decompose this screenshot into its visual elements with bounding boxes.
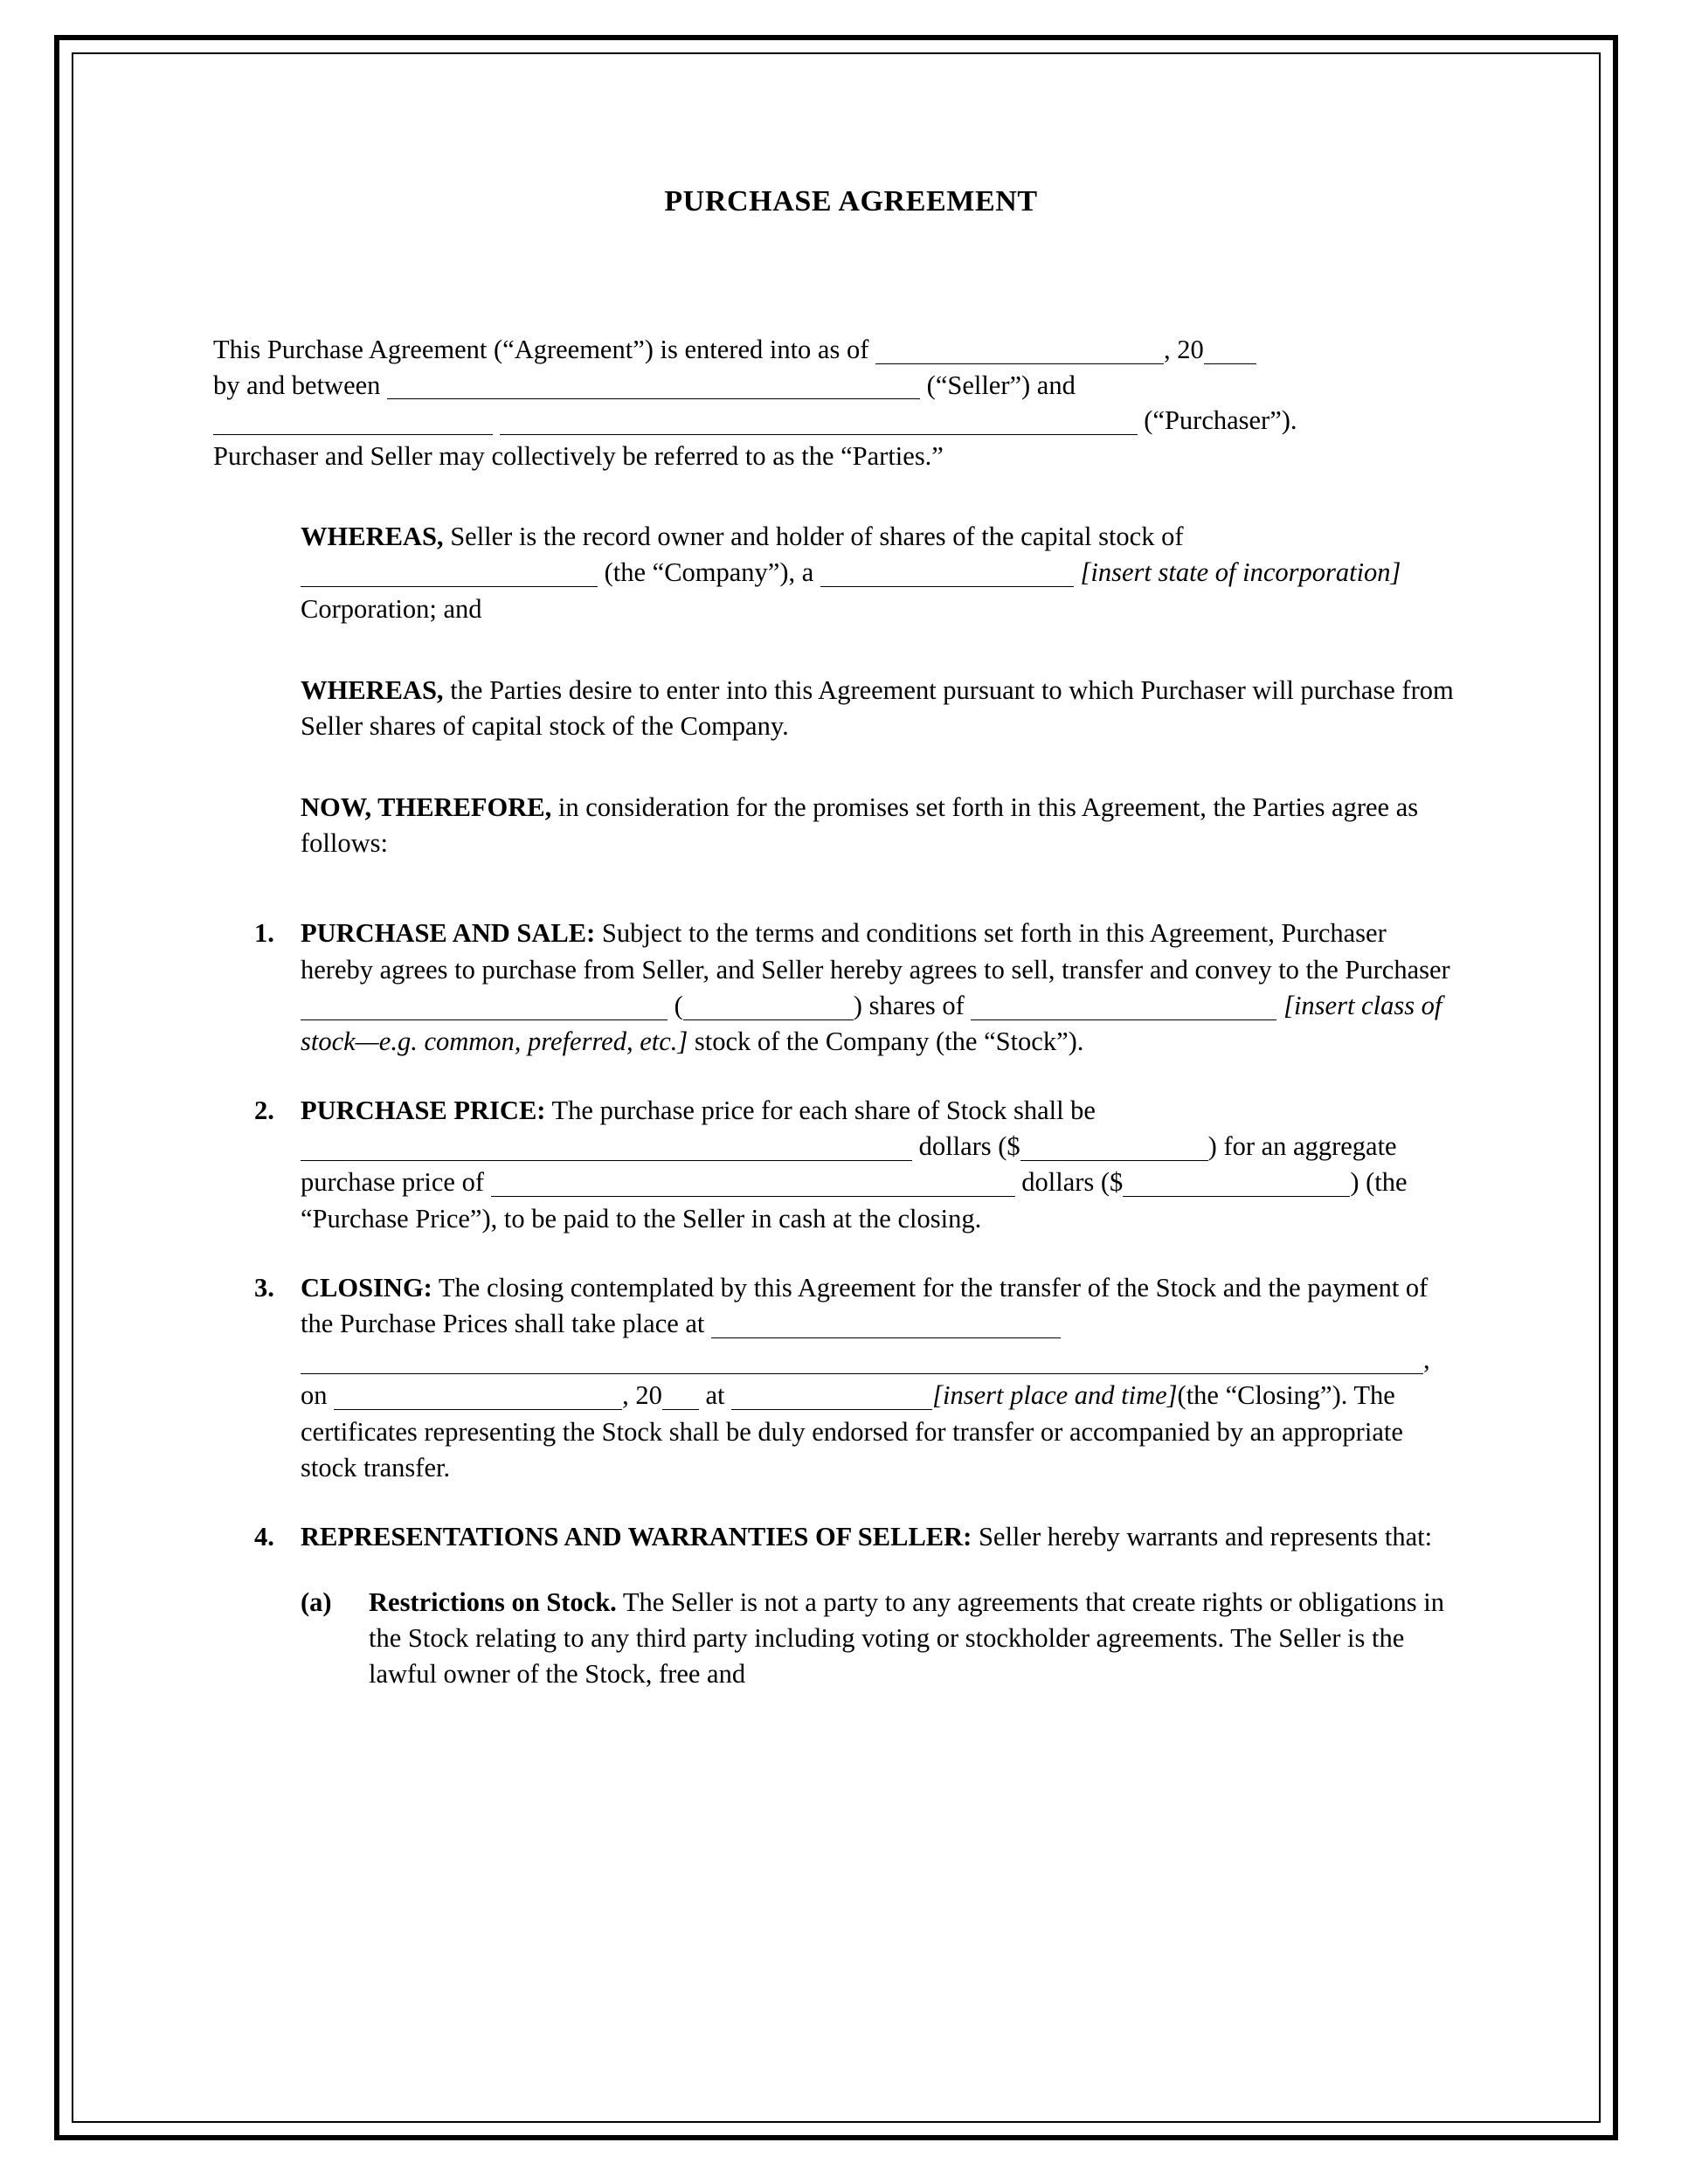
clause-2-heading: PURCHASE PRICE: bbox=[301, 1095, 546, 1126]
recital-3-text: in consideration for the promises set forth in this Agreement, the Parties agree as follows: bbox=[301, 792, 1419, 859]
company-name-blank bbox=[301, 558, 598, 587]
clause-1-heading: PURCHASE AND SALE: bbox=[301, 918, 596, 949]
recital-1-text-c: Corporation; and bbox=[301, 593, 482, 624]
recital-2 bbox=[213, 673, 1463, 744]
recital-3-lead: NOW, THEREFORE, bbox=[301, 792, 552, 823]
closing-date-blank bbox=[334, 1381, 622, 1410]
date-blank bbox=[875, 335, 1164, 364]
clause-3-text-e: (the “Closing”). The certificates representing the Stock shall be duly endorsed for transfer or accompanied by an appropriate stock transfer. bbox=[301, 1380, 1403, 1482]
clause-4-heading: REPRESENTATIONS AND WARRANTIES OF SELLER: bbox=[301, 1521, 972, 1552]
clause-1-text-a: Subject to the terms and conditions set forth in this Agreement, Purchaser hereby agrees to purchase from Seller, and Seller hereby agrees to sell, transfer and convey to the Purchaser bbox=[301, 918, 1450, 985]
closing-place-blank-2 bbox=[301, 1345, 1423, 1374]
clause-list bbox=[213, 916, 1463, 1692]
preamble-line2-prefix: by and between bbox=[213, 370, 388, 400]
document-content bbox=[213, 185, 1463, 1726]
clause-2-text-b: dollars ($ bbox=[912, 1131, 1020, 1162]
clause-3-text-c: , 20 bbox=[622, 1380, 662, 1411]
clause-3-text-a: The closing contemplated by this Agreement for the transfer of the Stock and the payment of the Purchase Prices shall take place at bbox=[301, 1272, 1429, 1338]
subclause-a-text: The Seller is not a party to any agreements that create rights or obligations in the Stock relating to any third party including voting or stockholder agreements. The Seller is the lawful owner of the Stock, free and bbox=[369, 1587, 1445, 1690]
clause-1-text-b: ( bbox=[668, 990, 683, 1020]
number-of-shares-words-blank bbox=[301, 991, 668, 1019]
subclause-list bbox=[301, 1585, 1463, 1693]
number-of-shares-numeric-blank bbox=[683, 991, 854, 1019]
closing-year-blank bbox=[662, 1381, 699, 1410]
clause-3-italic: [insert place and time] bbox=[932, 1380, 1178, 1411]
aggregate-price-numeric-blank bbox=[1123, 1168, 1350, 1197]
preamble-line2-suffix: (“Seller”) and bbox=[920, 370, 1076, 400]
year-blank bbox=[1204, 335, 1256, 364]
clause-3-text-b: , on bbox=[301, 1344, 1430, 1411]
clause-1-text-d: stock of the Company (the “Stock”). bbox=[688, 1026, 1084, 1056]
clause-3-heading: CLOSING: bbox=[301, 1272, 432, 1303]
clause-representations-warranties bbox=[213, 1519, 1463, 1693]
purchaser-blank-2 bbox=[500, 406, 1138, 435]
subclause-a-marker: (a) bbox=[301, 1587, 332, 1618]
page-title: PURCHASE AGREEMENT bbox=[664, 185, 1038, 218]
recital-1 bbox=[213, 519, 1463, 627]
page-border-outer bbox=[54, 35, 1618, 2140]
recital-3 bbox=[213, 790, 1463, 861]
recital-1-lead: WHEREAS, bbox=[301, 522, 444, 552]
preamble-line3-suffix: (“Purchaser”). bbox=[1137, 405, 1297, 436]
recital-1-italic: [insert state of incorporation] bbox=[1073, 557, 1401, 588]
preamble-line1-suffix: , 20 bbox=[1164, 335, 1204, 364]
clause-2-text-d: dollars ($ bbox=[1014, 1167, 1124, 1198]
seller-name-blank bbox=[387, 370, 920, 399]
purchaser-blank-1 bbox=[213, 406, 493, 435]
closing-place-blank-1 bbox=[711, 1310, 1061, 1338]
clause-2-text-a: The purchase price for each share of Stock shall be bbox=[545, 1095, 1096, 1126]
subclause-restrictions-on-stock bbox=[301, 1585, 1463, 1693]
preamble-line4: Purchaser and Seller may collectively be referred to as the “Parties.” bbox=[213, 440, 944, 471]
clause-purchase-price bbox=[213, 1093, 1463, 1237]
clause-closing bbox=[213, 1270, 1463, 1486]
clause-3-text-d: at bbox=[698, 1380, 732, 1411]
class-of-stock-blank bbox=[971, 991, 1276, 1019]
preamble-paragraph bbox=[213, 332, 1463, 473]
subclause-a-heading: Restrictions on Stock. bbox=[369, 1587, 617, 1618]
closing-time-blank bbox=[731, 1381, 932, 1410]
recital-1-text-b: (the “Company”), a bbox=[598, 557, 820, 588]
clause-purchase-and-sale bbox=[213, 916, 1463, 1060]
recital-1-text-a: Seller is the record owner and holder of shares of the capital stock of bbox=[443, 522, 1184, 552]
per-share-price-words-blank bbox=[301, 1132, 912, 1161]
clause-1-italic: [insert class of stock—e.g. common, preferred, etc.] bbox=[301, 990, 1442, 1056]
page-border-inner bbox=[72, 52, 1601, 2123]
clause-1-text-c: ) shares of bbox=[853, 990, 972, 1020]
clause-2-text-e: ) (the “Purchase Price”), to be paid to the Seller in cash at the closing. bbox=[301, 1167, 1408, 1234]
preamble-line1-prefix: This Purchase Agreement (“Agreement”) is entered into as of bbox=[213, 335, 875, 364]
aggregate-price-words-blank bbox=[491, 1168, 1015, 1197]
state-blank bbox=[820, 558, 1074, 587]
clause-4-text-a: Seller hereby warrants and represents that: bbox=[972, 1521, 1433, 1552]
per-share-price-numeric-blank bbox=[1020, 1132, 1208, 1161]
clause-2-text-c: ) for an aggregate purchase price of bbox=[301, 1131, 1397, 1198]
recital-2-text: the Parties desire to enter into this Agreement pursuant to which Purchaser will purchase from Seller shares of capital stock of the Company. bbox=[301, 674, 1454, 741]
recital-2-lead: WHEREAS, bbox=[301, 674, 444, 705]
